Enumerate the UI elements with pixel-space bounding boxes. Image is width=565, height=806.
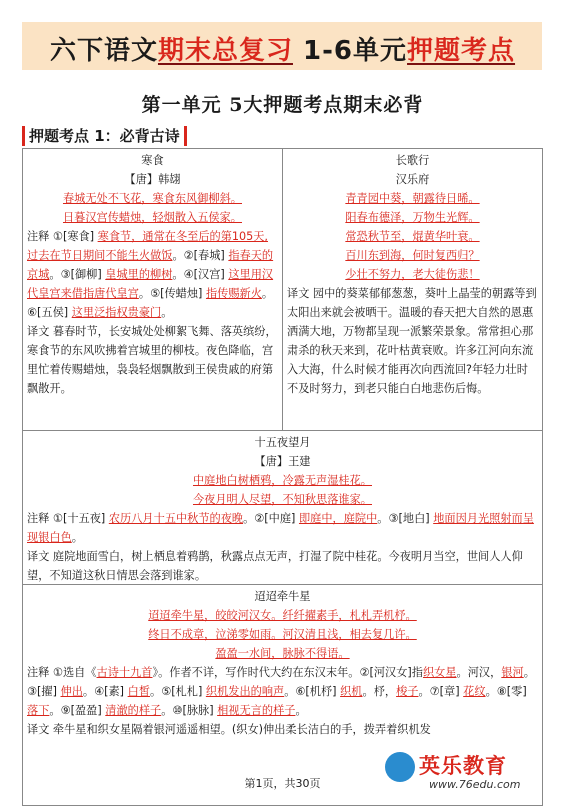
- poem-line: 青青园中葵，朝露待日晞。: [345, 192, 480, 205]
- poem-line: 阳春布德泽，万物生光辉。: [345, 211, 480, 224]
- brand-logo: [385, 752, 560, 796]
- poem-translation: 译文 牵牛星和织女星隔着银河遥遥相望。(织女)伸出柔长洁白的手，拨弄着织机发: [27, 723, 431, 736]
- poem-line: 中庭地白树栖鸦，冷露无声湿桂花。: [192, 474, 372, 487]
- poem-line: 终日不成章，泣涕零如雨。河汉清且浅，相去复几许。: [148, 628, 417, 641]
- poem-line: 日暮汉宫传蜡烛，轻烟散入五侯家。: [62, 211, 242, 224]
- page-title: 六下语文期末总复习 1-6单元押题考点: [49, 36, 516, 66]
- poem-line: 春城无处不飞花，寒食东风御柳斜。: [62, 192, 242, 205]
- poem-line: 常恐秋节至，焜黄华叶衰。: [345, 230, 480, 243]
- section-heading: 押题考点 1：必背古诗: [22, 126, 187, 146]
- poem-line: 百川东到海，何时复西归？: [345, 249, 480, 262]
- poem-author: 【唐】王建: [254, 455, 311, 468]
- poem-hanshi: [23, 149, 283, 430]
- poem-table: [22, 148, 543, 806]
- poem-title: 十五夜望月: [254, 436, 311, 449]
- poem-line: 迢迢牵牛星，皎皎河汉女。纤纤擢素手，札札弄机杼。: [148, 609, 417, 622]
- poem-line: 今夜月明人尽望，不知秋思落谁家。: [192, 493, 372, 506]
- poem-translation: 译文 暮春时节，长安城处处柳絮飞舞、落英缤纷，寒食节的东风吹拂着宫城里的柳枝。夜色降临，宫里忙着传赐蜡烛，袅袅轻烟飘散到王侯贵戚的府第飘散开。: [27, 325, 277, 395]
- logo-icon: [385, 752, 415, 782]
- poem-line: 盈盈一水间，脉脉不得语。: [215, 647, 350, 660]
- logo-name: 英乐教育: [419, 754, 507, 778]
- poem-translation: 译文 庭院地面雪白，树上栖息着鸦鹊，秋露点点无声，打湿了院中桂花。今夜明月当空，世间人人仰望，不知道这秋日情思会落到谁家。: [27, 550, 523, 582]
- poem-title: 长歌行: [395, 154, 430, 167]
- poem-notes: 注释 ①选自《古诗十九首》。作者不详，写作时代大约在东汉末年。②[河汉女]指织女星。河汉，银河。③[擢] 伸出。④[素] 白皙。⑤[札札] 织机发出的响声。⑥[机杼] 织机。杼，梭子。⑦[章] 花纹。⑧[零] 落下。⑨[盈盈] 清澈的样子。⑩[脉脉] 相视无言的样子。: [27, 666, 535, 717]
- poem-changgexing: [283, 149, 542, 430]
- logo-url: www.76edu.com: [429, 778, 521, 791]
- poem-author: 【唐】韩翃: [124, 173, 181, 186]
- poem-translation: 译文 园中的葵菜郁郁葱葱，葵叶上晶莹的朝露等到太阳出来就会被晒干。温暖的春天把大自然的恩惠洒满大地，万物都呈现一派繁荣景象。常常担心那肃杀的秋天来到，花叶枯黄衰败。许多江河向东流入大海，什么时候才能再次向西流回?年轻力壮时不及时努力，到老只能白白地悲伤后悔。: [287, 287, 537, 395]
- poem-title: 迢迢牵牛星: [254, 590, 311, 603]
- poem-shiwuye: [23, 431, 542, 585]
- poem-notes: 注释 ①[寒食] 寒食节，通常在冬至后的第105天,过去在节日期间不能生火做饭。②[春城] 指春天的京城。③[御柳] 皇城里的柳树。④[汉宫] 这里用汉代皇宫来借指唐代皇宫。⑤[传蜡烛] 指传赐新火。⑥[五侯] 这里泛指权贵豪门。: [27, 230, 274, 319]
- poem-title: 寒食: [141, 154, 164, 167]
- page-footer: 第1页，共30页: [244, 777, 321, 790]
- poem-line: 少壮不努力，老大徒伤悲！: [345, 268, 480, 281]
- poem-notes: 注释 ①[十五夜] 农历八月十五中秋节的夜晚。②[中庭] 即庭中，庭院中。③[地白] 地面因月光照射而呈现银白色。: [27, 512, 534, 544]
- poem-author: 汉乐府: [395, 173, 430, 186]
- page-subtitle: 第一单元 5大押题考点期末必背: [141, 94, 424, 116]
